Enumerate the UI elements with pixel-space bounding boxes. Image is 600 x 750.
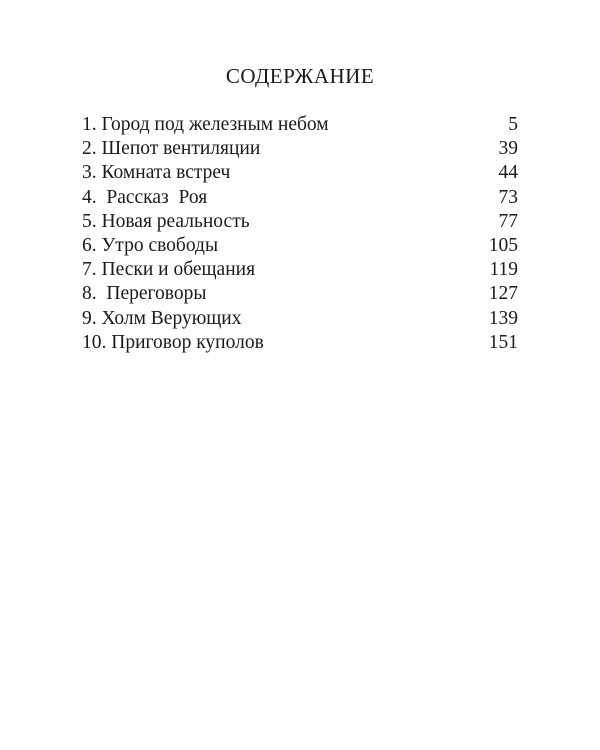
toc-entry [82,161,518,185]
toc-entry-title: 2. Шепот вентиляции [82,138,261,160]
toc-entry-title: 4. Рассказ Роя [82,186,208,208]
toc-entry-page: 127 [488,283,518,305]
toc-entry [82,186,518,210]
toc-entry-page: 39 [498,138,518,160]
toc-entry [82,137,518,161]
toc-entry-page: 77 [498,210,518,232]
toc-entry [82,307,518,331]
toc-entry-title: 10. Приговор куполов [82,331,264,353]
toc-entry-page: 5 [508,114,518,135]
toc-entry-page: 105 [488,234,518,256]
toc-entry-page: 44 [498,162,518,184]
toc-entry-title: 7. Пески и обещания [82,259,256,281]
toc-entry-title: 5. Новая реальность [82,210,250,232]
toc-entry [82,282,518,306]
toc-entry-title: 1. Город под железным небом [82,114,329,135]
toc-entry-title: 9. Холм Верующих [82,307,242,329]
toc-entry [82,234,518,258]
toc-entry-page: 73 [498,186,518,208]
table-of-contents [82,113,518,355]
toc-entry-title: 3. Комната встреч [82,162,231,184]
toc-entry-title: 8. Переговоры [82,283,207,305]
toc-entry-page: 139 [488,307,518,329]
toc-entry-title: 6. Утро свободы [82,234,219,256]
toc-entry [82,113,518,137]
toc-entry [82,258,518,282]
toc-entry [82,210,518,234]
toc-entry [82,331,518,355]
page-title: СОДЕРЖАНИЕ [225,64,375,88]
toc-entry-page: 119 [489,259,518,281]
toc-entry-page: 151 [488,331,518,353]
